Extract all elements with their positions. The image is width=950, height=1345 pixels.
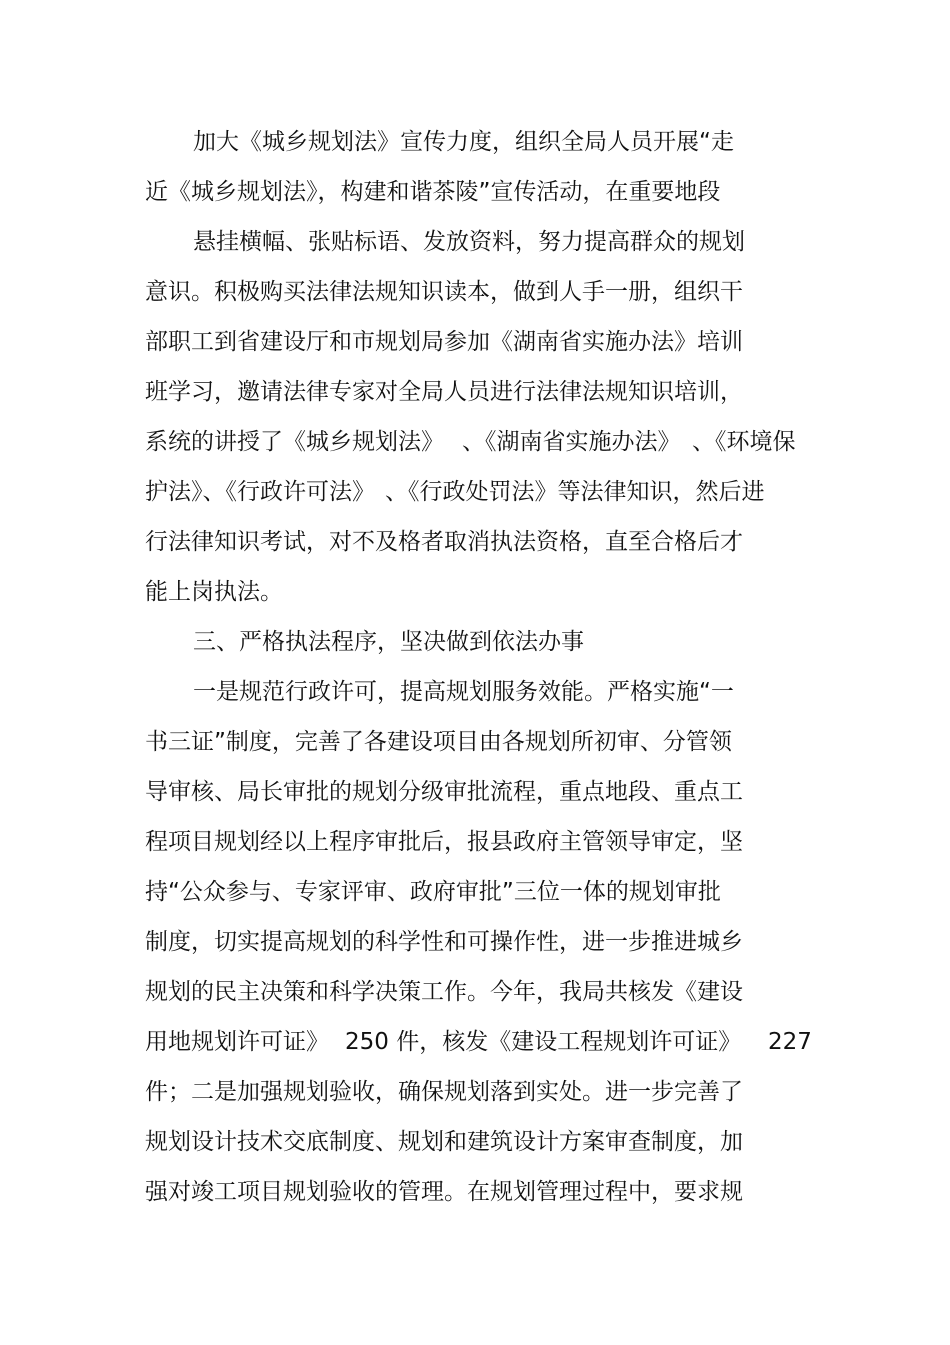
paragraph-text: 227 (768, 1029, 812, 1055)
paragraph-text: 悬挂横幅、张贴标语、发放资料，努力提高群众的规划 (193, 229, 745, 255)
section-heading-text: 三、严格执法程序，坚决做到依法办事 (193, 629, 584, 655)
paragraph-text: 、《环境保 (692, 429, 796, 455)
paragraph-text: 一是规范行政许可，提高规划服务效能。严格实施“一 (193, 679, 734, 705)
paragraph-text: 250 件，核发《建设工程规划许可证》 (345, 1029, 742, 1055)
paragraph-text: 部职工到省建设厅和市规划局参加《湖南省实施办法》培训 (145, 329, 743, 355)
paragraph-text: 行法律知识考试，对不及格者取消执法资格，直至合格后才 (145, 529, 743, 555)
paragraph-text: 、《湖南省实施办法》 (462, 429, 681, 455)
paragraph-text: 规划设计技术交底制度、规划和建筑设计方案审查制度，加 (145, 1129, 743, 1155)
paragraph-text: 、《行政处罚法》等法律知识，然后进 (385, 479, 765, 505)
paragraph-text: 导审核、局长审批的规划分级审批流程，重点地段、重点工 (145, 779, 743, 805)
paragraph-text: 系统的讲授了《城乡规划法》 (145, 429, 444, 455)
paragraph-text: 意识。积极购买法律法规知识读本，做到人手一册，组织干 (145, 279, 743, 305)
paragraph-text: 程项目规划经以上程序审批后，报县政府主管领导审定，坚 (145, 829, 743, 855)
paragraph-text: 规划的民主决策和科学决策工作。今年，我局共核发《建设 (145, 979, 743, 1005)
paragraph-text: 制度，切实提高规划的科学性和可操作性，进一步推进城乡 (145, 929, 743, 955)
paragraph-text: 件；二是加强规划验收，确保规划落到实处。进一步完善了 (145, 1079, 743, 1105)
paragraph-text: 持“公众参与、专家评审、政府审批”三位一体的规划审批 (145, 879, 721, 905)
paragraph-text: 强对竣工项目规划验收的管理。在规划管理过程中，要求规 (145, 1179, 743, 1205)
paragraph-text: 能上岗执法。 (145, 579, 283, 605)
paragraph-text: 护法》、《行政许可法》 (145, 479, 375, 505)
paragraph-text: 班学习，邀请法律专家对全局人员进行法律法规知识培训， (145, 379, 743, 405)
paragraph-text: 加大《城乡规划法》宣传力度，组织全局人员开展“走 (193, 129, 734, 155)
paragraph-text: 用地规划许可证》 (145, 1029, 329, 1055)
paragraph-text: 近《城乡规划法》，构建和谐茶陵”宣传活动，在重要地段 (145, 179, 721, 205)
paragraph-text: 书三证”制度，完善了各建设项目由各规划所初审、分管领 (145, 729, 732, 755)
